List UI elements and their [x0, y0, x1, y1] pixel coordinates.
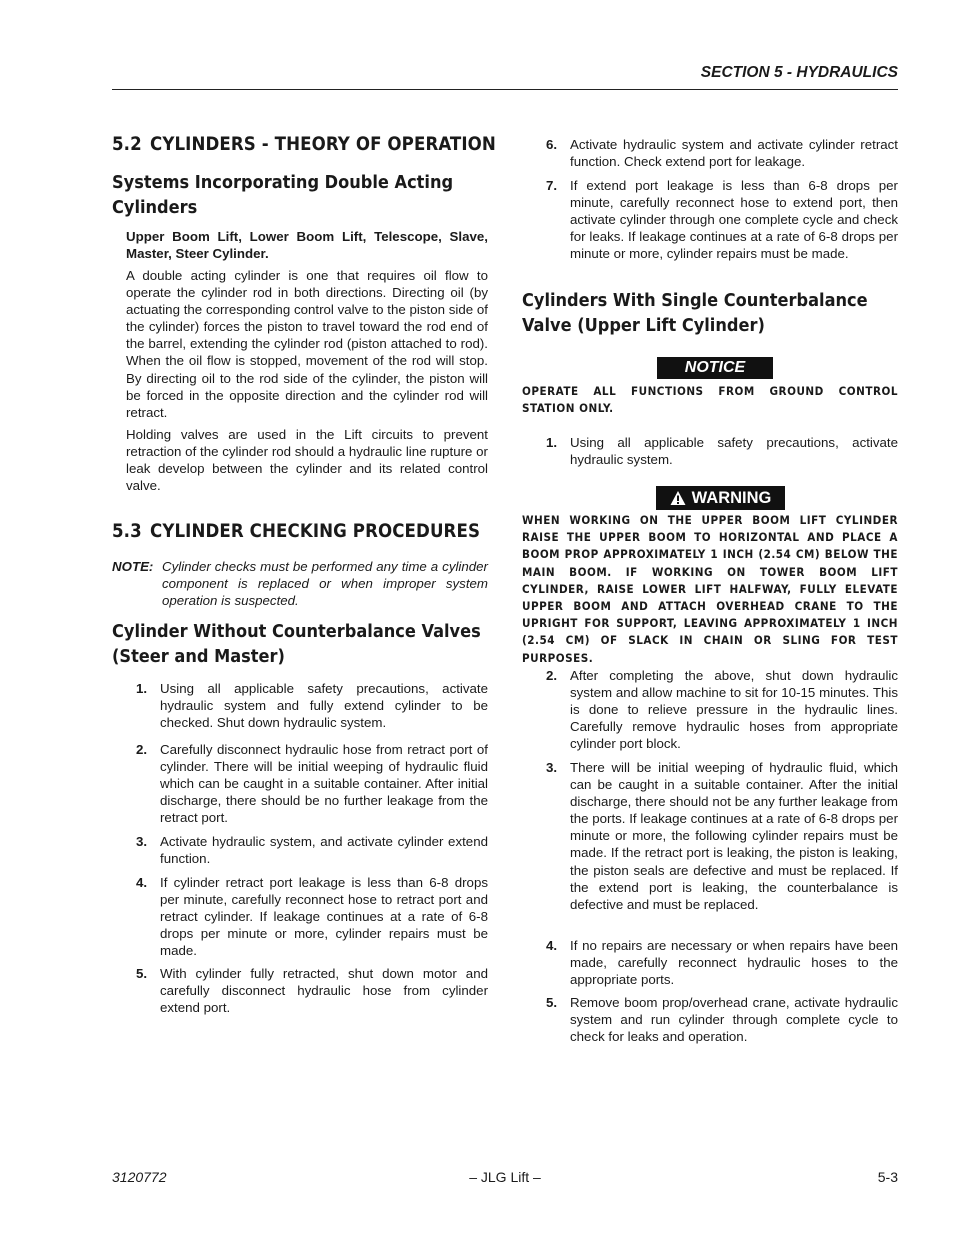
item-number: 5.	[546, 995, 558, 1010]
item-number: 2.	[136, 742, 148, 757]
item-text: Carefully disconnect hydraulic hose from retract port of cylinder. There will be initial weeping of hydraulic fluid which can be caught in a suitable container. After initial discharge, there should be no further leakage from the retract port.	[160, 742, 488, 826]
item-text: There will be initial weeping of hydraulic fluid, which can be caught in a suitable container. After the initial discharge, there should not be any further leakage from the ports. If leakage continues at a rate of 6-8 drops per minute or more, the following cylinder repairs must be made. If the retract port is leaking, the piston is leaking, the piston seals are defective and must be replaced. If the extend port is leaking, the counterbalance is defective and must be replaced.	[570, 760, 898, 912]
footer-company: – JLG Lift –	[469, 1169, 541, 1185]
note-label: NOTE:	[112, 559, 154, 574]
note-block	[112, 558, 488, 610]
item-number: 7.	[546, 178, 558, 193]
note-text: Cylinder checks must be performed any time a cylinder component is replaced or when improper system operation is suspected.	[162, 559, 488, 609]
header-rule	[112, 89, 898, 90]
item-text: Using all applicable safety precautions, activate hydraulic system.	[570, 435, 898, 468]
item-text: With cylinder fully retracted, shut down motor and carefully disconnect hydraulic hose from cylinder extend port.	[160, 966, 488, 1016]
section-5-3-heading	[112, 521, 480, 542]
double-acting-heading: Systems Incorporating Double Acting Cylinders	[112, 172, 454, 218]
item-number: 4.	[546, 938, 558, 953]
item-text: After completing the above, shut down hydraulic system and allow machine to sit for 10-15 minutes. This is done to relieve pressure in the hydraulic lines. Carefully remove hydraulic hoses from appropriate cylinder port block.	[570, 668, 898, 752]
item-number: 2.	[546, 668, 558, 683]
item-text: If extend port leakage is less than 6-8 drops per minute, carefully reconnect hose to extend port, then activate cylinder through one complete cycle and check for leaks. If leakage continues at a rate of 6-8 drops per minute or more, cylinder repairs must be made.	[570, 178, 898, 262]
item-number: 4.	[136, 875, 148, 890]
notice-badge: NOTICE	[657, 357, 773, 379]
section-title: CYLINDER CHECKING PROCEDURES	[150, 521, 481, 542]
section-title: CYLINDERS - THEORY OF OPERATION	[150, 134, 496, 155]
item-text: If no repairs are necessary or when repairs have been made, carefully reconnect hydraulic hoses to the appropriate ports.	[570, 938, 898, 988]
item-number: 5.	[136, 966, 148, 981]
section-5-2-heading	[112, 134, 496, 155]
without-counterbalance-heading: Cylinder Without Counterbalance Valves (Steer and Master)	[112, 621, 481, 667]
item-text: Activate hydraulic system and activate cylinder retract function. Check extend port for leakage.	[570, 137, 898, 170]
item-text: Activate hydraulic system, and activate cylinder extend function.	[160, 834, 488, 867]
section-number: 5.2	[112, 134, 142, 155]
item-number: 3.	[546, 760, 558, 775]
cylinder-list: Upper Boom Lift, Lower Boom Lift, Telescope, Slave, Master, Steer Cylinder.	[126, 229, 488, 262]
item-number: 1.	[546, 435, 558, 450]
notice-text: OPERATE ALL FUNCTIONS FROM GROUND CONTROL STATION ONLY.	[522, 384, 898, 416]
document-number: 3120772	[112, 1169, 167, 1185]
section-header: SECTION 5 - HYDRAULICS	[700, 64, 898, 81]
single-counterbalance-heading: Cylinders With Single Counterbalance Valve (Upper Lift Cylinder)	[522, 290, 868, 336]
holding-valves-paragraph: Holding valves are used in the Lift circuits to prevent retraction of the cylinder rod should a hydraulic line rupture or leak develop between the cylinder and its related control valve.	[126, 427, 488, 494]
double-acting-paragraph: A double acting cylinder is one that requires oil flow to operate the cylinder rod in both directions. Directing oil (by actuating the corresponding control valve to the piston side of the cylinder) forces the piston to travel toward the rod end of the barrel, extending the cylinder rod (piston attached to rod). When the oil flow is stopped, movement of the rod will stop. By directing oil to the rod side of the cylinder, the piston will be forced in the opposite direction and the cylinder rod will retract.	[126, 268, 488, 420]
page-number: 5-3	[877, 1169, 898, 1185]
item-number: 1.	[136, 681, 148, 696]
item-text: If cylinder retract port leakage is less than 6-8 drops per minute, carefully reconnect hose to retract port and retract cylinder. If leakage continues at a rate of 6-8 drops per minute or more, cylinder repairs must be made.	[160, 875, 488, 959]
item-text: Remove boom prop/overhead crane, activate hydraulic system and run cylinder through complete cycle to check for leaks and operation.	[570, 995, 898, 1045]
section-number: 5.3	[112, 521, 142, 542]
warning-triangle-icon	[670, 490, 686, 506]
warning-badge	[656, 486, 785, 510]
warning-text: WHEN WORKING ON THE UPPER BOOM LIFT CYLINDER RAISE THE UPPER BOOM TO HORIZONTAL AND PLACE A BOOM PROP APPROXIMATELY 1 INCH (2.54 CM) BELOW THE MAIN BOOM. IF WORKING ON TOWER BOOM LIFT CYLINDER, RAISE LOWER LIFT HALFWAY, FULLY ELEVATE UPPER BOOM AND ATTACH OVERHEAD CRANE TO THE UPRIGHT FOR SUPPORT, LEAVING APPROXIMATELY 1 INCH (2.54 CM) OF SLACK IN CHAIN OR SLING FOR TEST PURPOSES.	[522, 513, 898, 665]
item-number: 3.	[136, 834, 148, 849]
warning-label: WARNING	[691, 489, 772, 507]
item-text: Using all applicable safety precautions, activate hydraulic system and fully extend cylinder to be checked. Shut down hydraulic system.	[160, 681, 488, 731]
item-number: 6.	[546, 137, 558, 152]
